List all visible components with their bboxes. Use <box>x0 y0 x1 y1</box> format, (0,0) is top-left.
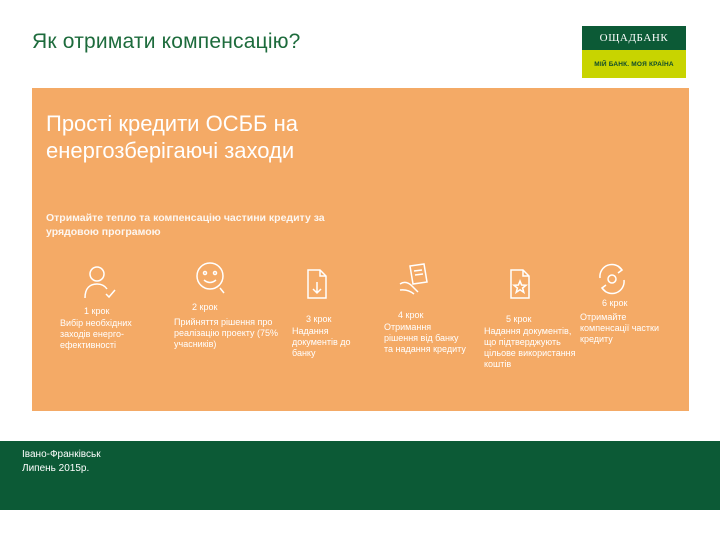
step-5 <box>484 266 576 406</box>
smile-face-icon <box>194 260 228 296</box>
promo-panel <box>32 88 689 411</box>
footer-location <box>22 448 101 476</box>
step-4 <box>382 262 467 392</box>
footer-date: Липень 2015р. <box>22 463 90 474</box>
panel-headline: Прості кредити ОСББ на енергозберігаючі заходи <box>46 111 298 163</box>
logo-tagline: МІЙ БАНК. МОЯ КРАЇНА <box>582 50 686 78</box>
step-text: Вибір необхідних заходів енерго-ефективності <box>60 318 132 350</box>
document-star-icon <box>506 266 536 304</box>
page-title: Як отримати компенсацію? <box>32 30 301 53</box>
person-check-icon <box>82 264 118 300</box>
step-3 <box>290 266 370 376</box>
step-label: 4 крок <box>398 310 424 320</box>
footer-bar <box>0 441 720 510</box>
oschadbank-logo <box>582 26 686 78</box>
step-text: Прийняття рішення про реалізацію проекту (75% учасників) <box>174 317 278 349</box>
step-1 <box>56 264 166 374</box>
step-6 <box>580 260 680 370</box>
panel-subtitle: Отримайте тепло та компенсацію частини кредиту за урядовою програмою <box>46 212 325 238</box>
document-arrow-icon <box>302 266 332 304</box>
step-text: Отримання рішення від банку та надання кредиту <box>384 322 466 354</box>
step-text: Надання документів до банку <box>292 326 351 358</box>
step-label: 3 крок <box>306 314 332 324</box>
step-label: 6 крок <box>602 298 628 308</box>
footer-city: Івано-Франківськ <box>22 449 101 460</box>
refresh-coin-icon <box>594 260 630 298</box>
step-text: Отримайте компенсації частки кредиту <box>580 312 660 344</box>
logo-name: ОЩАДБАНК <box>582 26 686 50</box>
step-2 <box>172 260 287 370</box>
hand-document-icon <box>396 262 434 298</box>
step-label: 2 крок <box>192 302 218 312</box>
step-text: Надання документів, що підтверджують цільове використання коштів <box>484 326 576 369</box>
step-label: 1 крок <box>84 306 110 316</box>
step-label: 5 крок <box>506 314 532 324</box>
